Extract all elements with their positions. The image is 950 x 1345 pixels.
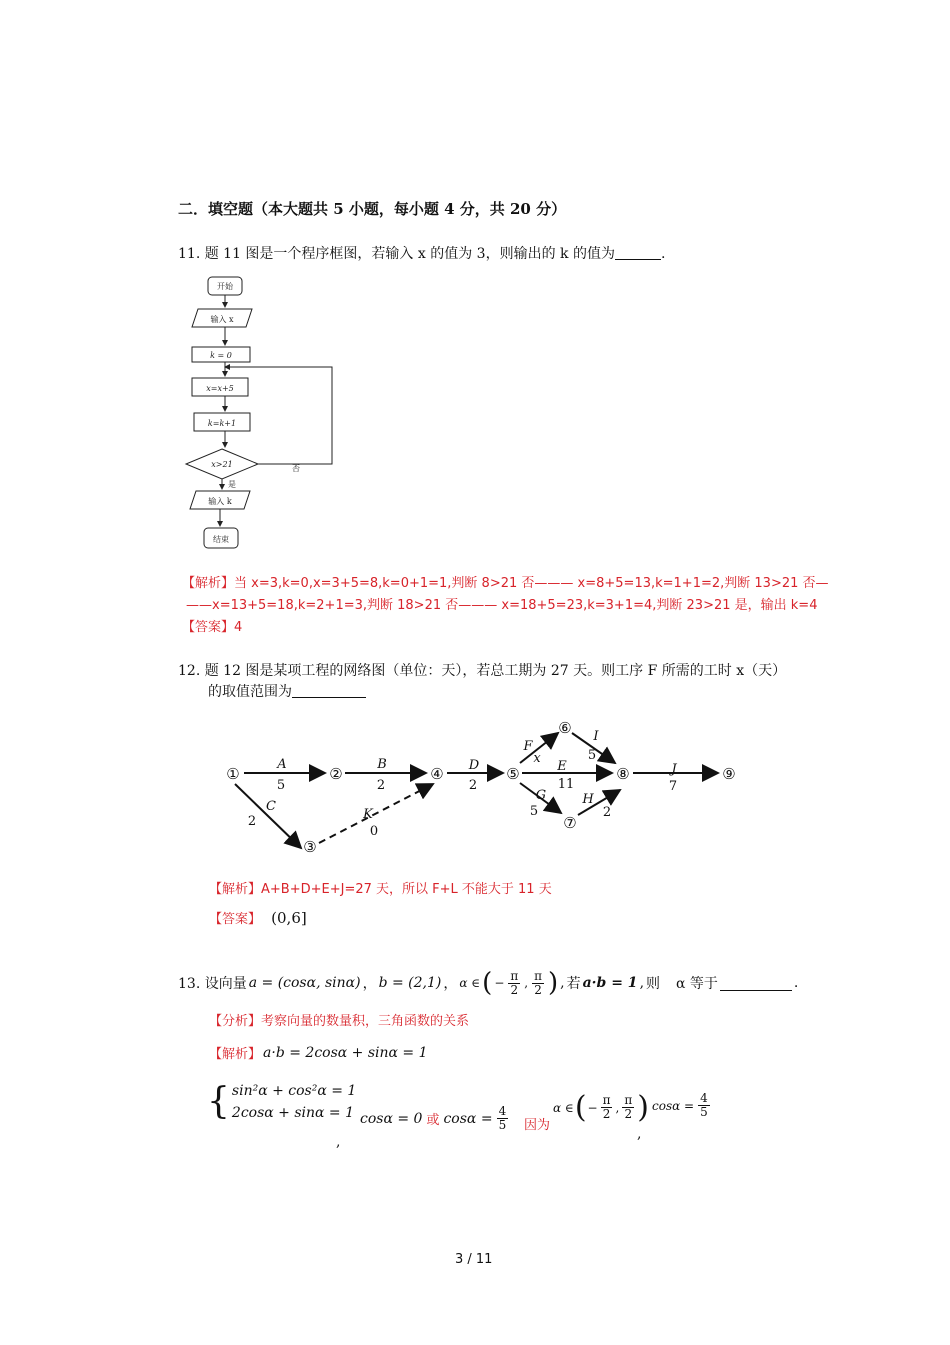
question-13: 13. 设向量 a = (cosα, sinα) ， b = (2,1) ， α ∈ ( − $\frac{\pi}{2}$ , $\frac{\pi}{2}$ ) , 若 a·b = 1 , 则 α 等于 . bbox=[178, 968, 799, 998]
flow-end-label: 结束 bbox=[213, 535, 229, 544]
alpha-range: α ∈ ( − $\frac{\pi}{2}$ , $\frac{\pi}{2}$ ) bbox=[553, 1090, 649, 1125]
or-text: 或 bbox=[426, 1113, 440, 1128]
edge-i-name: I bbox=[593, 729, 599, 744]
question-13-tail: α 等于 bbox=[676, 976, 718, 992]
fenxi-tag: 【分析】 bbox=[209, 1014, 262, 1029]
answer-tag: 【答案】 bbox=[182, 620, 235, 635]
equation-1: sin²α + cos²α = 1 bbox=[231, 1083, 357, 1099]
cos-result bbox=[652, 1092, 712, 1119]
answer-blank bbox=[615, 245, 661, 260]
alpha-range-label: α ∈ bbox=[459, 976, 481, 990]
jiexi-text: a·b = 2cosα + sinα = 1 bbox=[263, 1044, 428, 1061]
equation-system: { sin²α + cos²α = 1 2cosα + sinα = 1 bbox=[207, 1081, 357, 1122]
frac-neg-pi-2: $\frac{\pi}{2}$ bbox=[510, 968, 519, 997]
edge-h-value: 2 bbox=[602, 805, 612, 820]
answer-value: 4 bbox=[234, 620, 243, 635]
comma-1: , bbox=[336, 1134, 341, 1150]
flow-step1-label: x=x+5 bbox=[206, 384, 234, 393]
flow-output-label: 输入 k bbox=[208, 497, 232, 506]
node-7: ⑦ bbox=[563, 814, 577, 832]
fenxi-text: 考察向量的数量积，三角函数的关系 bbox=[261, 1014, 470, 1029]
analysis-text: 当 x=3,k=0,x=3+5=8,k=0+1=1,判断 8>21 否——— x=8+5=13,k=1+1=2,判断 13>21 否— bbox=[234, 576, 829, 591]
edge-i-value: 5 bbox=[587, 748, 597, 763]
node-6: ⑥ bbox=[558, 719, 572, 737]
edge-d-value: 2 bbox=[468, 778, 478, 793]
vector-a-def: a = (cosα, sinα) bbox=[248, 975, 361, 991]
edge-e-name: E bbox=[557, 759, 567, 774]
edge-c-value: 2 bbox=[247, 814, 257, 829]
flow-yes-label: 是 bbox=[228, 480, 236, 489]
q13-jiexi bbox=[209, 1043, 428, 1062]
q12-analysis bbox=[209, 878, 552, 897]
because-text: 因为 bbox=[524, 1118, 551, 1133]
edge-a-name: A bbox=[277, 757, 287, 772]
analysis-tag: 【解析】 bbox=[182, 576, 235, 591]
edge-e-value: 11 bbox=[557, 777, 575, 792]
edge-j-value: 7 bbox=[668, 779, 678, 794]
question-11-text: 11. 题 11 图是一个程序框图，若输入 x 的值为 3，则输出的 k 的值为 bbox=[178, 246, 615, 262]
edge-a-value: 5 bbox=[276, 778, 286, 793]
solution bbox=[360, 1105, 510, 1132]
then-text: 则 bbox=[646, 976, 661, 992]
question-13-end: . bbox=[793, 975, 799, 991]
node-4: ④ bbox=[430, 765, 444, 783]
edge-f-name: F bbox=[523, 739, 533, 754]
edge-h-name: H bbox=[582, 792, 594, 807]
node-1: ① bbox=[226, 765, 240, 783]
solution-1: cosα = 0 bbox=[360, 1110, 423, 1127]
analysis-text: A+B+D+E+J=27 天，所以 F+L 不能大于 11 天 bbox=[261, 882, 552, 897]
question-11 bbox=[178, 243, 665, 263]
frac-4-5-b: $\frac{4}{5}$ bbox=[700, 1091, 708, 1119]
edge-c-name: C bbox=[266, 799, 276, 814]
frac-pi-2: $\frac{\pi}{2}$ bbox=[534, 968, 542, 997]
vector-b-def: b = (2,1) bbox=[378, 975, 442, 991]
q12-answer bbox=[209, 908, 307, 927]
edge-g-name: G bbox=[535, 788, 547, 803]
analysis-tag: 【解析】 bbox=[209, 882, 262, 897]
node-5: ⑤ bbox=[506, 765, 520, 783]
answer-blank bbox=[292, 683, 366, 698]
question-12-line-1: 12. 题 12 图是某项工程的网络图（单位：天），若总工期为 27 天。则工序 F 所需的工时 x（天） bbox=[178, 663, 787, 679]
flow-input-label: 输入 x bbox=[210, 315, 234, 324]
question-11-end: . bbox=[660, 246, 666, 262]
frac-neg-pi-2-b: $\frac{\pi}{2}$ bbox=[602, 1093, 611, 1121]
edge-d-name: D bbox=[468, 758, 480, 773]
question-12-text: 的取值范围为 bbox=[208, 684, 292, 700]
q13-fenxi bbox=[209, 1010, 469, 1029]
flow-step2-label: k=k+1 bbox=[207, 419, 237, 428]
edge-k-name: K bbox=[363, 807, 373, 822]
q11-answer bbox=[182, 616, 242, 635]
edge-j-name: J bbox=[671, 762, 677, 777]
node-9: ⑨ bbox=[722, 765, 736, 783]
node-8: ⑧ bbox=[616, 765, 630, 783]
flow-cond-label: x>21 bbox=[211, 460, 233, 469]
flow-start-label: 开始 bbox=[217, 282, 233, 291]
cos-result-label: cosα = bbox=[652, 1098, 695, 1113]
flowchart bbox=[180, 272, 350, 557]
flow-no-label: 否 bbox=[292, 464, 300, 473]
frac-4-5: $\frac{4}{5}$ bbox=[498, 1104, 507, 1132]
dot-product-eq: a·b = 1 bbox=[582, 975, 638, 991]
alpha-range-label-2: α ∈ bbox=[553, 1100, 574, 1115]
edge-b-value: 2 bbox=[376, 778, 386, 793]
q11-analysis-line-1 bbox=[182, 572, 829, 591]
q11-analysis-line-2: ——x=13+5=18,k=2+1=3,判断 18>21 否——— x=18+5=23,k=3+1=4,判断 23>21 是，输出 k=4 bbox=[186, 598, 818, 613]
edge-g-value: 5 bbox=[529, 804, 539, 819]
comma-2: , bbox=[637, 1126, 642, 1142]
solution-2: cosα = bbox=[443, 1110, 493, 1127]
jiexi-tag: 【解析】 bbox=[209, 1047, 262, 1062]
frac-pi-2-b: $\frac{\pi}{2}$ bbox=[624, 1093, 633, 1121]
flow-init-label: k = 0 bbox=[210, 351, 232, 360]
page-number: 3 / 11 bbox=[455, 1252, 493, 1267]
edge-f-value: x bbox=[533, 751, 541, 766]
answer-tag: 【答案】 bbox=[209, 912, 262, 927]
answer-value: (0,6] bbox=[271, 909, 307, 927]
question-13-num: 13. 设向量 bbox=[178, 976, 247, 992]
question-12-line-2 bbox=[208, 681, 366, 701]
if-text: 若 bbox=[566, 976, 581, 992]
node-2: ② bbox=[329, 765, 343, 783]
answer-blank bbox=[720, 976, 792, 991]
edge-k-value: 0 bbox=[369, 824, 379, 839]
equation-2: 2cosα + sinα = 1 bbox=[231, 1105, 355, 1121]
edge-b-name: B bbox=[377, 757, 387, 772]
section-title: 二．填空题（本大题共 5 小题，每小题 4 分，共 20 分） bbox=[178, 200, 567, 218]
node-3: ③ bbox=[303, 838, 317, 856]
network-diagram bbox=[215, 712, 750, 862]
